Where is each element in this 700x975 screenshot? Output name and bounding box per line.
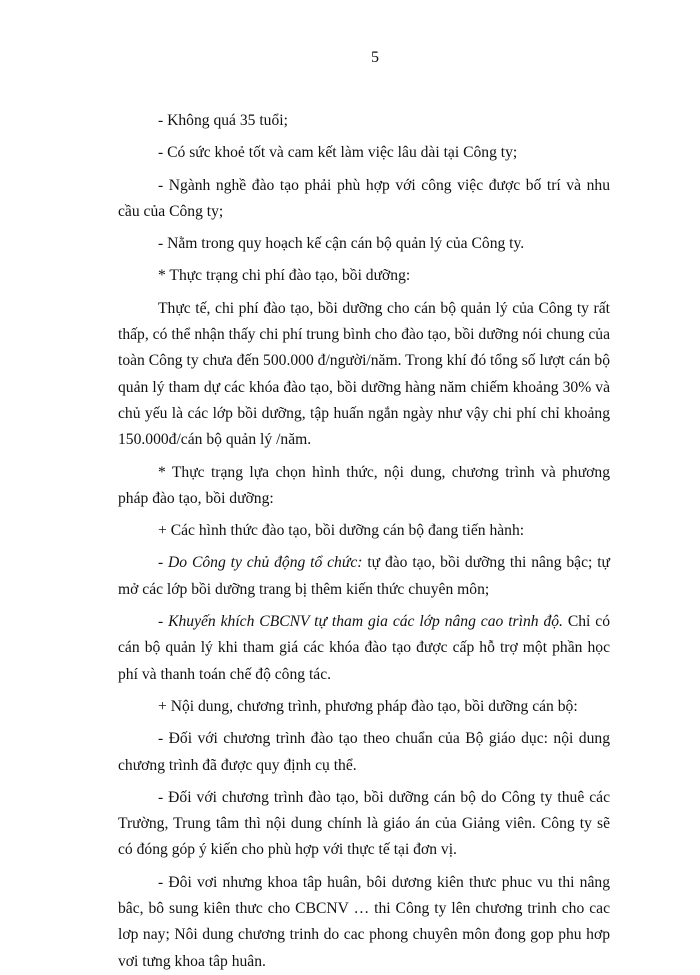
heading-training-cost-status: * Thực trạng chi phí đào tạo, bồi dưỡng: — [158, 267, 411, 285]
paragraph-company-organized-text: tự đào tạo, bồi dưỡng thi nâng bậc; tự mở các lớp bồi dưỡng trang bị thêm kiến thức chuyên môn; — [118, 554, 610, 598]
paragraph-health-requirement: - Có sức khoẻ tốt và cam kết làm việc lâu dài tại Công ty; — [158, 144, 518, 162]
paragraph-company-organized-training — [118, 550, 610, 603]
paragraph-encouraged-training-text: Chỉ có cán bộ quản lý khi tham giá các khóa đào tạo được cấp hỗ trợ một phần học phí và thanh toán chế độ công tác. — [118, 613, 611, 683]
paragraph-succession-planning: - Nằm trong quy hoạch kế cận cán bộ quản lý của Công ty. — [158, 235, 525, 253]
paragraph-in-house-courses: - Đôi vơi nhưng khoa tâp huân, bôi dương kiên thưc phuc vu thi nâng bâc, bô sung kiên thưc cho CBCNV … thi Công ty lên chương trinh cho cac lơp nay; Nôi dung chương trinh do cac phong chuyên môn đong gop phu hơp vơi tưng khoa tâp huân. — [118, 873, 610, 970]
paragraph-hired-school-program: - Đối với chương trình đào tạo, bồi dưỡng cán bộ do Công ty thuê các Trường, Trung tâm thì nội dung chính là giáo án của Giảng viên. Công ty sẽ có đóng góp ý kiến cho phù hợp với thực tế tại đơn vị. — [118, 788, 610, 859]
paragraph-training-cost-details: Thực tế, chi phí đào tạo, bồi dưỡng cho cán bộ quản lý của Công ty rất thấp, có thể nhận thấy chi phí trung bình cho đào tạo, bồi dưỡng nói chung của toàn Công ty chưa đến 500.000 đ/người/năm. Trong khí đó tổng số lượt cán bộ quản lý tham dự các khóa đào tạo, bồi dưỡng hàng năm chiếm khoảng 30% và chủ yếu là các lớp bồi dưỡng, tập huấn ngắn ngày như vậy chi phí chỉ khoảng 150.000đ/cán bộ quản lý /năm. — [118, 299, 610, 449]
page-number: 5 — [371, 49, 379, 66]
heading-training-method-status: * Thực trạng lựa chọn hình thức, nội dung, chương trình và phương pháp đào tạo, bồi dưỡng: — [118, 463, 610, 507]
italic-lead-encouraged-training: - Khuyến khích CBCNV tự tham gia các lớp nâng cao trình độ. — [158, 613, 563, 631]
heading-training-forms: + Các hình thức đào tạo, bồi dưỡng cán bộ đang tiến hành: — [158, 522, 525, 540]
paragraph-ministry-standard-program: - Đối với chương trình đào tạo theo chuẩn của Bộ giáo dục: nội dung chương trình đã được quy định cụ thể. — [118, 730, 610, 774]
heading-training-content: + Nội dung, chương trình, phương pháp đào tạo, bồi dưỡng cán bộ: — [158, 697, 578, 715]
document-body — [118, 108, 610, 975]
paragraph-encouraged-self-training — [118, 609, 610, 688]
paragraph-training-field-requirement: - Ngành nghề đào tạo phải phù hợp với công việc được bố trí và nhu cầu của Công ty; — [118, 176, 610, 220]
italic-lead-company-organized: - Do Công ty chủ động tổ chức: — [158, 554, 363, 572]
paragraph-age-requirement: - Không quá 35 tuổi; — [158, 112, 288, 129]
